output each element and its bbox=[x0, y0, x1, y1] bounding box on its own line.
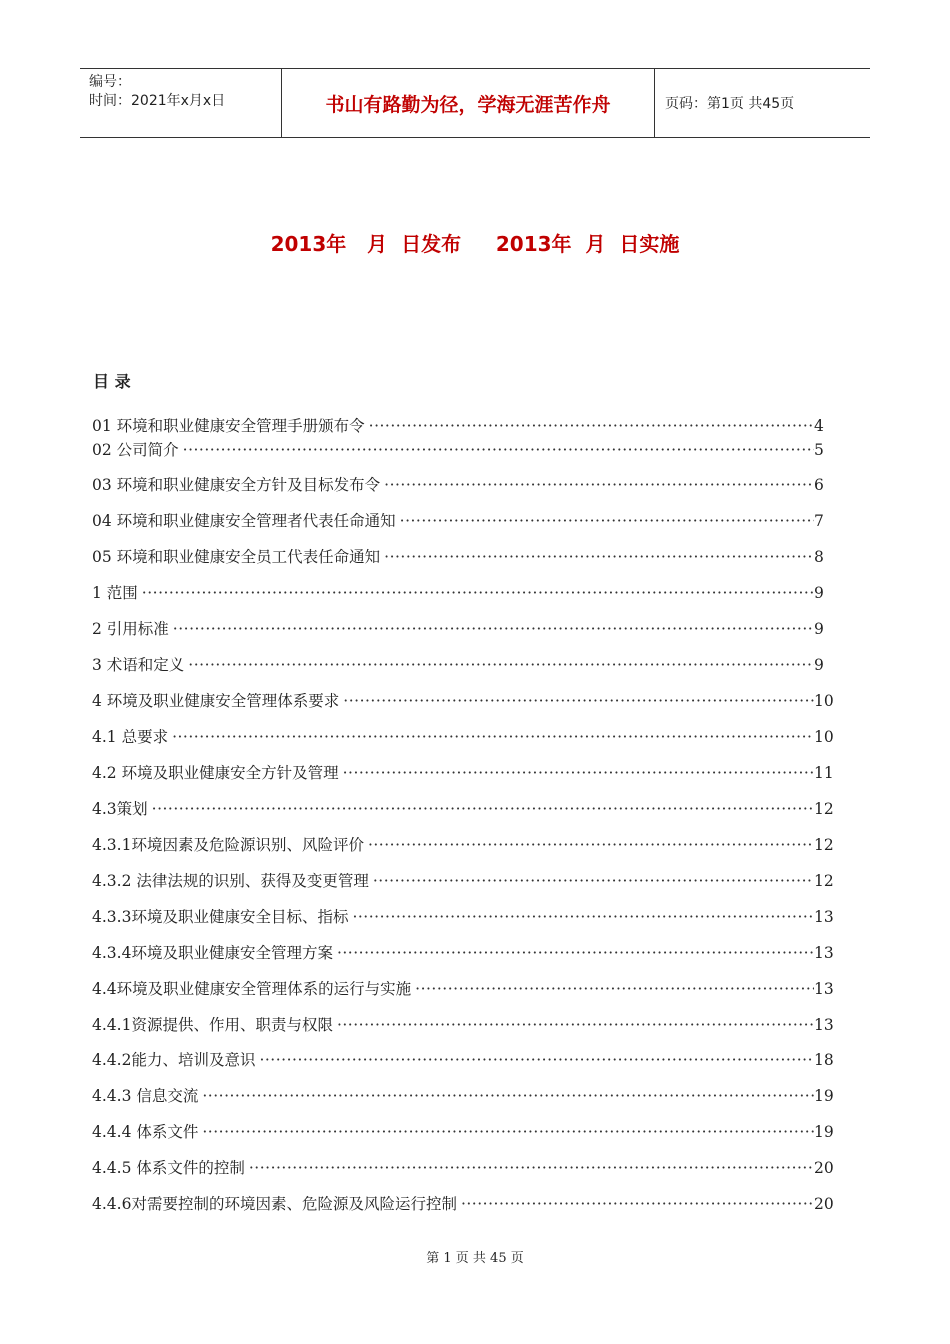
header-meta-cell bbox=[80, 69, 282, 137]
toc-entry-title: 2 引用标准 bbox=[92, 620, 169, 638]
toc-entry bbox=[92, 941, 840, 965]
header-page-info: 页码：第1页 共45页 bbox=[665, 96, 795, 112]
toc-entry-title: 4.3.4环境及职业健康安全管理方案 bbox=[92, 944, 333, 962]
toc-entry-page: 13 bbox=[814, 1016, 834, 1034]
toc-entry-page: 10 bbox=[814, 692, 834, 710]
toc-entry-title: 01 环境和职业健康安全管理手册颁布令 bbox=[92, 417, 365, 435]
toc-heading: 目 录 bbox=[93, 372, 131, 391]
toc-leader-dots bbox=[384, 548, 814, 566]
toc-entry bbox=[92, 1013, 840, 1037]
page-footer: 第 1 页 共 45 页 bbox=[426, 1251, 524, 1266]
toc-entry-page: 19 bbox=[814, 1087, 834, 1105]
toc-entry bbox=[92, 653, 840, 677]
toc-entry-title: 03 环境和职业健康安全方针及目标发布令 bbox=[92, 476, 381, 494]
toc-leader-dots bbox=[172, 728, 814, 746]
toc-entry-title: 4.4.4 体系文件 bbox=[92, 1123, 199, 1141]
toc-entry bbox=[92, 797, 840, 821]
toc-entry-page: 8 bbox=[814, 548, 824, 566]
document-date: 时间：2021年x月x日 bbox=[89, 93, 226, 109]
document-header bbox=[80, 68, 870, 138]
toc-leader-dots bbox=[202, 1123, 814, 1141]
document-number-label: 编号： bbox=[89, 74, 131, 90]
toc-entry-page: 20 bbox=[814, 1159, 834, 1177]
toc-entry-title: 4 环境及职业健康安全管理体系要求 bbox=[92, 692, 340, 710]
toc-entry-title: 4.4.5 体系文件的控制 bbox=[92, 1159, 245, 1177]
toc-entry-title: 4.1 总要求 bbox=[92, 728, 169, 746]
toc-entry bbox=[92, 689, 840, 713]
toc-entry bbox=[92, 509, 840, 533]
toc-entry-page: 12 bbox=[814, 836, 834, 854]
toc-entry bbox=[92, 617, 840, 641]
toc-entry-title: 1 范围 bbox=[92, 584, 138, 602]
toc-leader-dots bbox=[400, 512, 814, 530]
toc-entry-title: 4.4.6对需要控制的环境因素、危险源及风险运行控制 bbox=[92, 1195, 457, 1213]
toc-entry-page: 5 bbox=[814, 441, 824, 459]
toc-entry bbox=[92, 977, 840, 1001]
toc-leader-dots bbox=[337, 1016, 814, 1034]
toc-entry-title: 4.4.1资源提供、作用、职责与权限 bbox=[92, 1016, 333, 1034]
toc-leader-dots bbox=[183, 441, 814, 459]
toc-entry-page: 12 bbox=[814, 872, 834, 890]
toc-entry bbox=[92, 905, 840, 929]
toc-entry-title: 4.3.2 法律法规的识别、获得及变更管理 bbox=[92, 872, 369, 890]
toc-entry bbox=[92, 725, 840, 749]
header-motto: 书山有路勤为径，学海无涯苦作舟 bbox=[282, 69, 655, 137]
toc-entry bbox=[92, 1048, 840, 1072]
toc-leader-dots bbox=[368, 836, 814, 854]
toc-entry bbox=[92, 761, 840, 785]
toc-entry-page: 9 bbox=[814, 620, 824, 638]
toc-entry-page: 9 bbox=[814, 584, 824, 602]
toc-entry-page: 9 bbox=[814, 656, 824, 674]
toc-entry-page: 19 bbox=[814, 1123, 834, 1141]
toc-entry bbox=[92, 473, 840, 497]
toc-entry-title: 02 公司简介 bbox=[92, 441, 179, 459]
toc-leader-dots bbox=[152, 800, 814, 818]
toc-leader-dots bbox=[352, 908, 814, 926]
toc-entry-title: 4.4.3 信息交流 bbox=[92, 1087, 199, 1105]
toc-leader-dots bbox=[259, 1051, 814, 1069]
toc-entry-page: 11 bbox=[814, 764, 834, 782]
toc-leader-dots bbox=[369, 417, 814, 435]
toc-entry-title: 4.4.2能力、培训及意识 bbox=[92, 1051, 256, 1069]
toc-entry-title: 4.4环境及职业健康安全管理体系的运行与实施 bbox=[92, 980, 412, 998]
toc-entry-page: 7 bbox=[814, 512, 824, 530]
toc-entry-page: 4 bbox=[814, 417, 824, 435]
toc-entry-title: 4.3.3环境及职业健康安全目标、指标 bbox=[92, 908, 349, 926]
toc-entry bbox=[92, 414, 840, 438]
toc-entry bbox=[92, 1084, 840, 1108]
toc-entry bbox=[92, 1156, 840, 1180]
toc-leader-dots bbox=[249, 1159, 814, 1177]
toc-leader-dots bbox=[173, 620, 814, 638]
toc-leader-dots bbox=[202, 1087, 814, 1105]
toc-entry-title: 4.3.1环境因素及危险源识别、风险评价 bbox=[92, 836, 364, 854]
toc-entry-page: 13 bbox=[814, 944, 834, 962]
toc-entry-title: 4.2 环境及职业健康安全方针及管理 bbox=[92, 764, 339, 782]
toc-leader-dots bbox=[188, 656, 814, 674]
toc-entry bbox=[92, 545, 840, 569]
toc-leader-dots bbox=[343, 692, 814, 710]
toc-entry-page: 20 bbox=[814, 1195, 834, 1213]
toc-leader-dots bbox=[461, 1195, 814, 1213]
toc-entry bbox=[92, 1120, 840, 1144]
toc-entry-title: 04 环境和职业健康安全管理者代表任命通知 bbox=[92, 512, 396, 530]
toc-entry-page: 18 bbox=[814, 1051, 834, 1069]
toc-entry-page: 6 bbox=[814, 476, 824, 494]
toc-entry-title: 05 环境和职业健康安全员工代表任命通知 bbox=[92, 548, 381, 566]
toc-leader-dots bbox=[373, 872, 814, 890]
toc-entry bbox=[92, 438, 840, 462]
toc-entry-page: 13 bbox=[814, 980, 834, 998]
toc-entry-page: 10 bbox=[814, 728, 834, 746]
toc-leader-dots bbox=[343, 764, 814, 782]
toc-entry-title: 4.3策划 bbox=[92, 800, 148, 818]
toc-entry bbox=[92, 833, 840, 857]
toc-leader-dots bbox=[384, 476, 814, 494]
toc-entry-page: 13 bbox=[814, 908, 834, 926]
toc-entry bbox=[92, 869, 840, 893]
toc-entry-page: 12 bbox=[814, 800, 834, 818]
toc-entry-title: 3 术语和定义 bbox=[92, 656, 185, 674]
toc-entry bbox=[92, 1192, 840, 1216]
toc-leader-dots bbox=[142, 584, 814, 602]
toc-leader-dots bbox=[415, 980, 814, 998]
toc-leader-dots bbox=[337, 944, 814, 962]
toc-entry bbox=[92, 581, 840, 605]
release-implementation-line: 2013年 月 日发布 2013年 月 日实施 bbox=[270, 232, 680, 256]
